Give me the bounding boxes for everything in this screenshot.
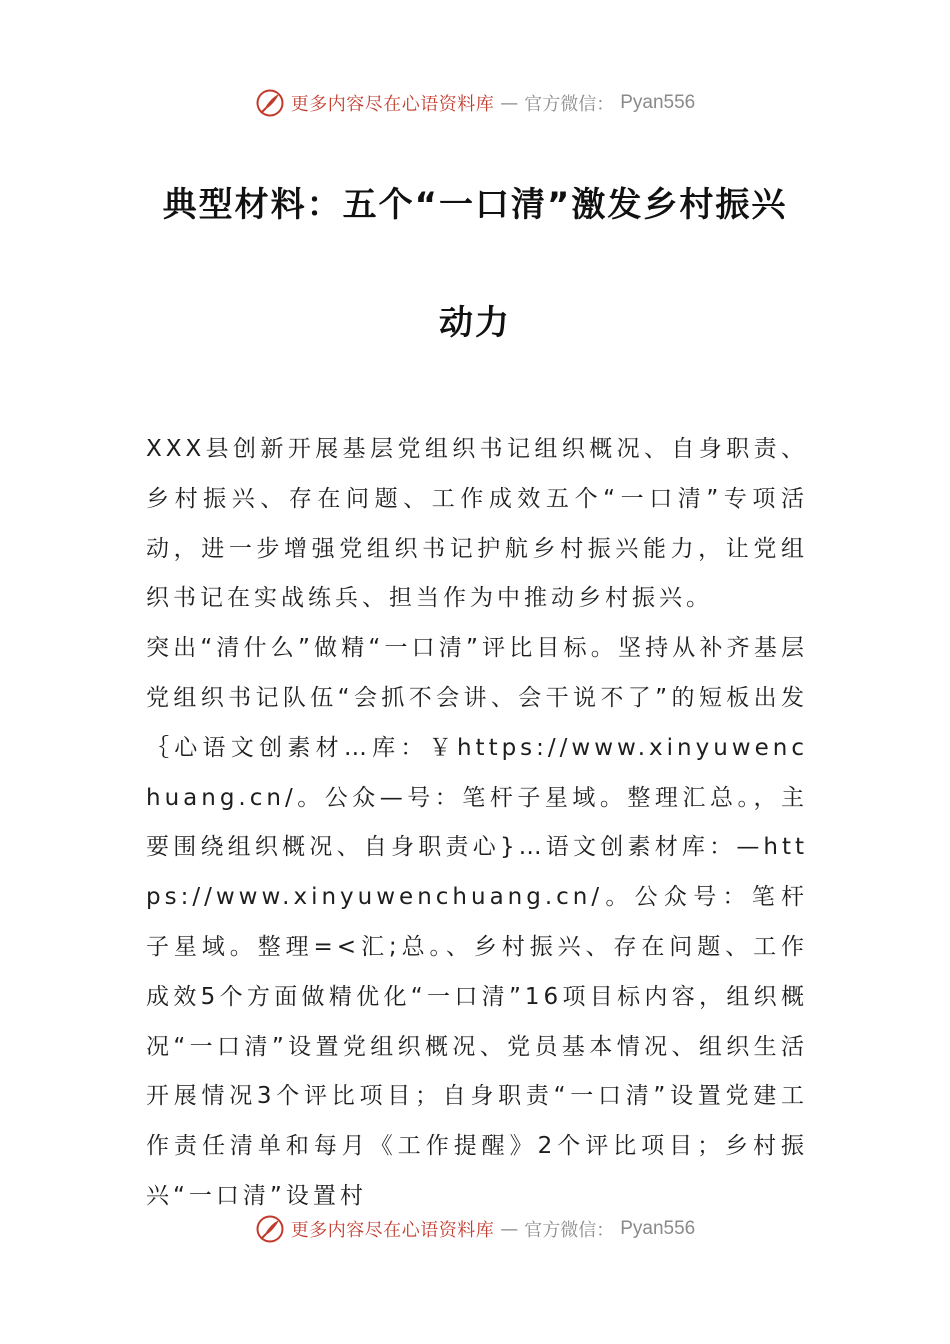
doc-title-line1: 典型材料：五个“一口清”激发乡村振兴	[162, 185, 788, 225]
quill-logo-icon	[255, 1214, 285, 1244]
banner-official-label: 官方微信：	[524, 94, 615, 115]
footer-banner	[0, 1209, 950, 1249]
doc-title-line2: 动力	[439, 303, 511, 343]
banner-wechat-id: Pyan556	[620, 92, 696, 113]
banner-dash: —	[500, 92, 519, 114]
banner-main-text: 更多内容尽在心语资料库	[290, 94, 495, 115]
banner-official-label: 官方微信：	[524, 1220, 615, 1241]
header-banner	[0, 83, 950, 123]
banner-dash: —	[500, 1218, 519, 1240]
paragraph-intro: XXX县创新开展基层党组织书记组织概况、自身职责、乡村振兴、存在问题、工作成效五个“一口清”专项活动，进一步增强党组织书记护航乡村振兴能力，让党组织书记在实战练兵、担当作为中推动乡村振兴。	[146, 436, 808, 612]
banner-wechat-id: Pyan556	[620, 1218, 696, 1239]
quill-logo-icon	[255, 88, 285, 118]
banner-main-text: 更多内容尽在心语资料库	[290, 1220, 495, 1241]
paragraph-section-1: 突出“清什么”做精“一口清”评比目标。坚持从补齐基层党组织书记队伍“会抓不会讲、会干说不了”的短板出发｛心语文创素材…库：￥https://www.xinyuwenchuang.cn/。公众—号：笔杆子星域。整理汇总。，主要围绕组织概况、自身职责心}…语文创素材库：—https://www.xinyuwenchuang.cn/。公众号：笔杆子星域。整理=<汇;总。、乡村振兴、存在问题、工作成效5个方面做精优化“一口清”16项目标内容，组织概况“一口清”设置党组织概况、党员基本情况、组织生活开展情况3个评比项目；自身职责“一口清”设置党建工作责任清单和每月《工作提醒》2个评比项目；乡村振兴“一口清”设置村	[146, 635, 808, 1209]
doc-body	[146, 425, 808, 1222]
